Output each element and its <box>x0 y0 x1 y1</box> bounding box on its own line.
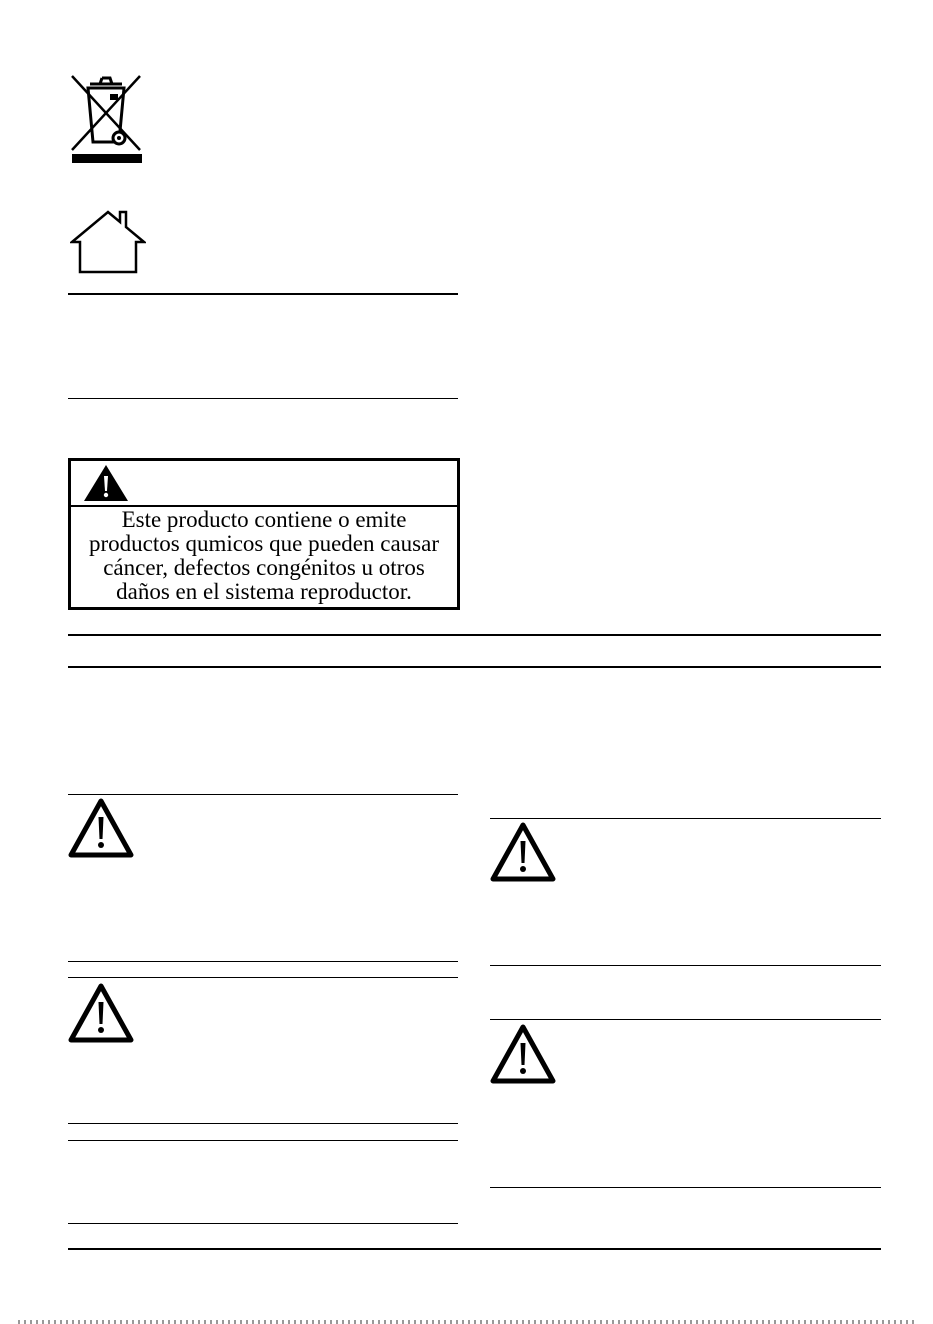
divider <box>68 961 458 962</box>
warning-triangle-icon <box>490 822 556 882</box>
section-rule <box>68 634 881 636</box>
crop-edge-marks <box>18 1320 915 1324</box>
warning-triangle-icon <box>68 983 134 1043</box>
divider <box>68 293 458 295</box>
weee-bin-icon <box>66 72 144 164</box>
prop65-warning-box <box>68 458 460 610</box>
prop65-text <box>71 508 457 604</box>
divider <box>490 965 881 966</box>
divider <box>68 1140 458 1141</box>
warning-triangle-icon <box>490 1024 556 1084</box>
prop65-line: Este producto contiene o emite <box>121 507 407 532</box>
divider <box>68 398 458 399</box>
divider <box>68 1223 458 1224</box>
divider <box>490 818 881 819</box>
prop65-line: cáncer, defectos congénitos u otros <box>103 555 425 580</box>
warning-triangle-icon <box>68 798 134 858</box>
prop65-header <box>71 461 457 507</box>
prop65-line: daños en el sistema reproductor. <box>116 579 412 604</box>
warning-triangle-icon <box>83 464 129 502</box>
divider <box>490 1019 881 1020</box>
house-icon <box>70 210 146 274</box>
divider <box>68 977 458 978</box>
prop65-line: productos qumicos que pueden causar <box>88 531 439 556</box>
divider <box>490 1187 881 1188</box>
divider <box>68 1123 458 1124</box>
footer-rule <box>68 1248 881 1250</box>
section-rule <box>68 666 881 668</box>
divider <box>68 794 458 795</box>
